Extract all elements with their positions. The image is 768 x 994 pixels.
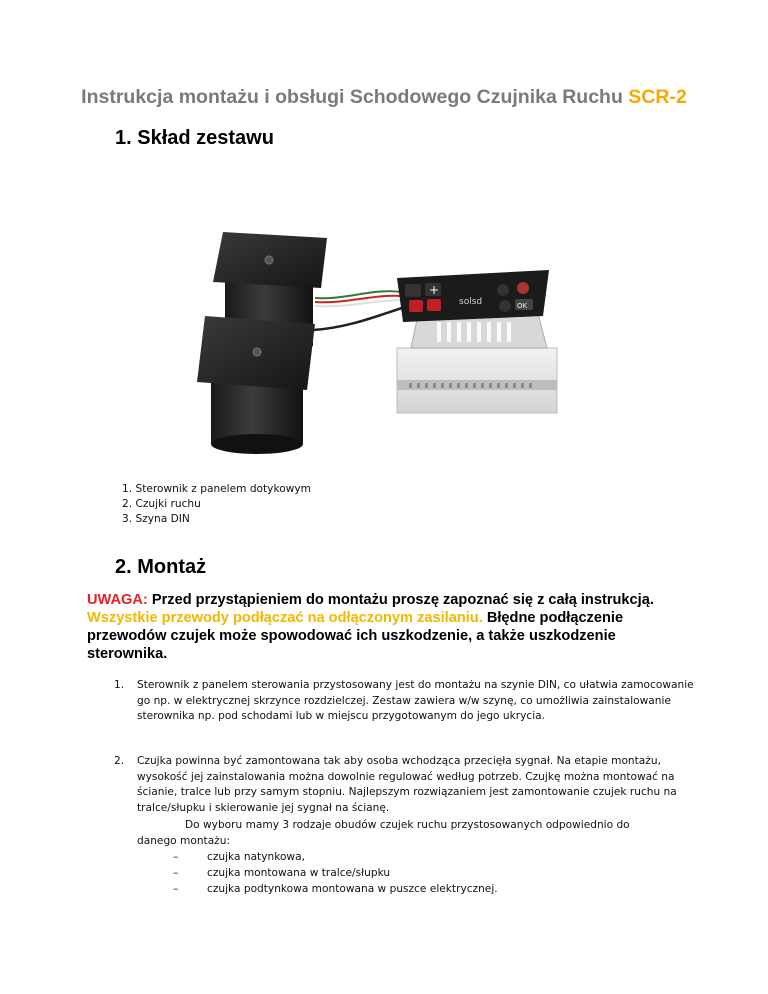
paragraph-number: 2. bbox=[114, 755, 125, 767]
list-item: 1. Sterownik z panelem dotykowym bbox=[122, 483, 311, 495]
list-item: – czujka podtynkowa montowana w puszce elektrycznej. bbox=[170, 881, 498, 897]
warning-text: Błędne podłączenie przewodów czujek może spowodować ich uszkodzenie, a także uszkodzenie sterownika. bbox=[87, 610, 624, 662]
paragraph-number: 1. bbox=[114, 679, 125, 691]
paragraph-sensor-placement bbox=[87, 754, 697, 816]
list-item: – czujka natynkowa, bbox=[170, 849, 498, 865]
list-item: 2. Czujki ruchu bbox=[122, 498, 201, 510]
warning-notice bbox=[87, 591, 687, 663]
motion-sensor-front bbox=[197, 316, 315, 454]
warning-highlight: Wszystkie przewody podłączać na odłączonym zasilaniu. bbox=[87, 610, 483, 626]
model-name: SCR-2 bbox=[628, 86, 687, 108]
document-title bbox=[0, 86, 768, 109]
section-heading-mounting: 2. Montaż bbox=[115, 556, 207, 578]
paragraph-text: danego montażu: bbox=[137, 834, 231, 847]
svg-text:OK: OK bbox=[517, 302, 528, 310]
warning-text: Przed przystąpieniem do montażu proszę zapoznać się z całą instrukcją. bbox=[147, 592, 654, 608]
paragraph-housing-types bbox=[137, 818, 697, 849]
kit-contents-list bbox=[122, 482, 311, 527]
list-item: – czujka montowana w tralce/słupku bbox=[170, 865, 498, 881]
svg-text:+: + bbox=[429, 283, 440, 297]
title-text: Instrukcja montażu i obsługi Schodowego Czujnika Ruchu bbox=[81, 86, 629, 108]
paragraph-din-rail bbox=[87, 678, 697, 725]
warning-label: UWAGA: bbox=[87, 592, 148, 608]
paragraph-text: Do wyboru mamy 3 rodzaje obudów czujek ruchu przystosowanych odpowiednio do bbox=[185, 819, 630, 831]
list-item: 3. Szyna DIN bbox=[122, 513, 190, 525]
device-brand-label: solsd bbox=[459, 297, 483, 307]
controller-unit bbox=[397, 270, 557, 413]
housing-options-list bbox=[170, 849, 498, 897]
paragraph-text: Czujka powinna być zamontowana tak aby osoba wchodząca przecięła sygnał. Na etapie montażu, wysokość jej zainstalowania można dowolnie regulować według potrzeb. Czujkę można montować na ścianie, tralce lub przy samym stopniu. Najlepszym rozwiązaniem jest zamontowanie czujek ruchu na tralce/słupku i skierowanie jej sygnał na ścianę. bbox=[137, 755, 677, 814]
product-photo bbox=[197, 218, 571, 463]
section-heading-kit: 1. Skład zestawu bbox=[115, 127, 274, 149]
paragraph-text: Sterownik z panelem sterowania przystosowany jest do montażu na szynie DIN, co ułatwia zamocowanie go np. w elektrycznej skrzynce rozdzielczej. Zestaw zawiera w/w szynę, co umożliwia zainstalowanie sterownika np. pod schodami lub w miejscu przygotowanym do jego ukrycia. bbox=[137, 679, 694, 722]
